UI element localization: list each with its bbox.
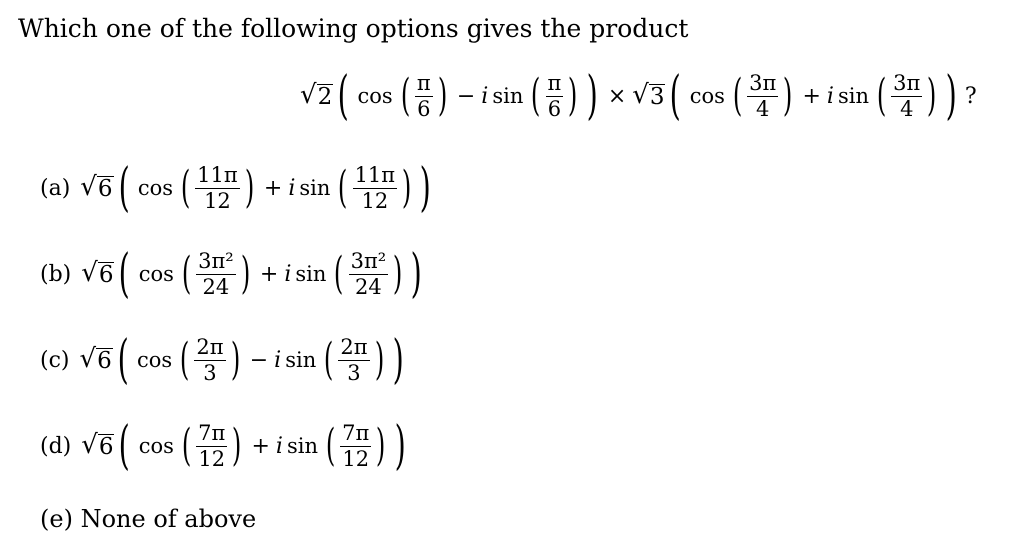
radical: √ 6 — [79, 344, 112, 375]
option-label: (d) — [40, 433, 72, 459]
question-text: Which one of the following options gives the product — [18, 14, 689, 43]
radical: √ 2 — [300, 80, 333, 111]
option-label: (c) — [40, 347, 70, 373]
option-b[interactable]: (b) √ 6 ( cos ( $\frac{\text{3π²}}{24}$ ) + i sin ( $\frac{\text{3π²}}{24}$ ) ) — [40, 244, 423, 304]
fraction: $\frac{3\pi}{4}$ — [893, 70, 921, 121]
fraction: $\frac{2\pi}{3}$ — [340, 334, 368, 385]
fraction: $\frac{\text{3π²}}{24}$ — [198, 248, 234, 299]
radical: √ 6 — [80, 172, 113, 203]
product-formula: √ 2 ( cos ( $\frac{\pi}{6}$ ) − i sin ( $\frac{\pi}{6}$ ) ) × √ 3 ( cos ( $\frac{3\pi}{4}$ ) + i sin ( $\frac{3\pi}{4}$ ) ) ? — [300, 66, 977, 126]
fraction: $\frac{2\pi}{3}$ — [196, 334, 224, 385]
fraction: $\frac{7\pi}{12}$ — [198, 420, 226, 471]
option-label: (e) — [40, 505, 73, 533]
option-c[interactable]: (c) √ 6 ( cos ( $\frac{2\pi}{3}$ ) − i sin ( $\frac{2\pi}{3}$ ) ) — [40, 330, 404, 390]
option-label: (b) — [40, 261, 72, 287]
radical: √ 6 — [81, 258, 114, 289]
fraction: $\frac{11\pi}{12}$ — [354, 162, 396, 213]
option-label: (a) — [40, 175, 71, 201]
option-d[interactable]: (d) √ 6 ( cos ( $\frac{7\pi}{12}$ ) + i sin ( $\frac{7\pi}{12}$ ) ) — [40, 416, 406, 476]
radical: √ 6 — [81, 430, 114, 461]
option-text: None of above — [80, 505, 257, 533]
option-a[interactable]: (a) √ 6 ( cos ( $\frac{11\pi}{12}$ ) + i sin ( $\frac{11\pi}{12}$ ) ) — [40, 158, 431, 218]
fraction: $\frac{3\pi}{4}$ — [749, 70, 777, 121]
radical: √ 3 — [632, 80, 665, 111]
fraction: $\frac{7\pi}{12}$ — [342, 420, 370, 471]
fraction: $\frac{11\pi}{12}$ — [197, 162, 238, 213]
fraction: $\frac{\pi}{6}$ — [547, 70, 562, 121]
option-e[interactable] — [40, 505, 256, 533]
fraction: $\frac{\text{3π²}}{24}$ — [350, 248, 387, 299]
fraction: $\frac{\pi}{6}$ — [416, 70, 431, 121]
